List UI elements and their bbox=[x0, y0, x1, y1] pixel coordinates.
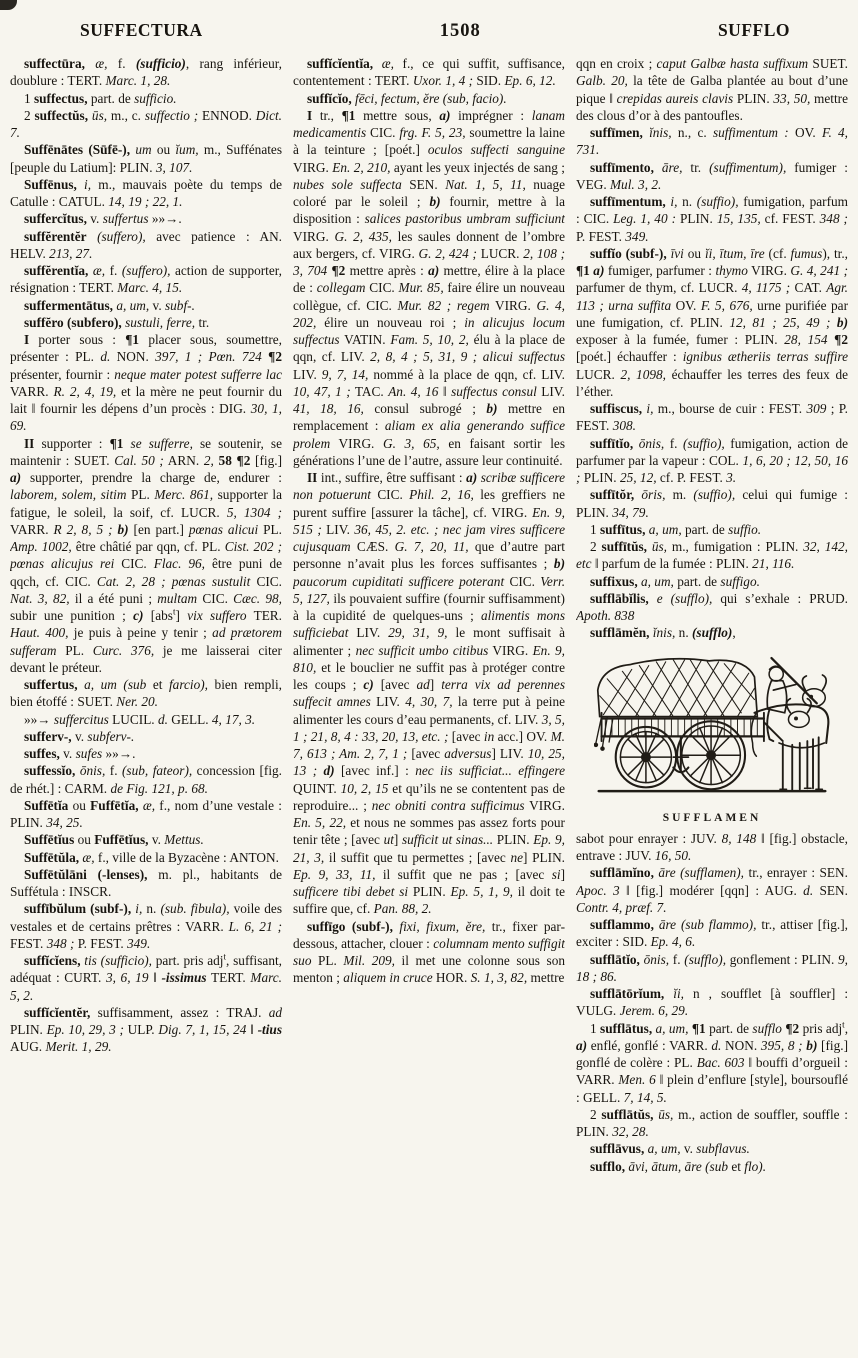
entry-suffetia: Suffētĭa ou Fuffētĭa, æ, f., nom d’une vestale : PLIN. 34, 25. bbox=[10, 797, 282, 830]
header-left-word: SUFFECTURA bbox=[80, 20, 203, 40]
entry-suffectus-2: 2 suffectŭs, ūs, m., c. suffectio ; ENNOD. Dict. 7. bbox=[10, 107, 282, 140]
entry-suffercitus: suffercĭtus, v. suffertus »»→. bbox=[24, 211, 182, 227]
entry-suffitio: suffītĭo, ōnis, f. (suffio), fumigation, action de parfumer par la vapeur : COL. 1, 6, 20 ; 12, 50, 16 ; PLIN. 25, 12, cf. P. FEST. 3. bbox=[576, 435, 848, 485]
suffero-sense-II: II supporter : ¶1 se sufferre, se soutenir, se maintenir : SUET. Cal. 50 ; ARN. 2, 58 ¶2 [fig.] a) supporter, prendre la charge de, endurer : laborem, solem, sitim PL. Merc. 861, supporter la fatigue, le soleil, la soif, cf. LUCR. 5, 1304 ; VARR. R 2, 8, 5 ; b) [en part.] pœnas alicui PL. Amp. 1002, être châtié par qqn, cf. PL. Cist. 202 ; pœnas alicujus rei CIC. Flac. 96, être puni de qqch, cf. CIC. Cat. 2, 28 ; pœnas sustulit CIC. Nat. 3, 82, il a été puni ; multam CIC. Cæc. 98, subir une punition ; c) [abs$^t$] vix suffero TER. Haut. 400, je puis à peine y tenir ; ad prætorem sufferam PL. Curc. 376, je me laisserai citer devant le préteur. bbox=[10, 435, 282, 675]
entry-suffessio: suffessĭo, ōnis, f. (sub, fateor), concession [fig. de rhét.] : CARM. de Fig. 121, p. 68. bbox=[10, 763, 282, 796]
suffigo-continuation: qqn en croix ; caput Galbæ hasta suffixum SUET. Galb. 20, la tête de Galba plantée au bout d’une pique ‖ crepidas aureis clavis PLIN. 33, 50, mettre des clous d’or à des pantoufles. bbox=[576, 56, 848, 123]
entry-sufferv: sufferv-, v. subferv-. bbox=[24, 728, 135, 744]
entry-suffectus-1: 1 suffectus, part. de sufficio. bbox=[24, 90, 177, 106]
entry-suffitus-1: 1 suffītus, a, um, part. de suffio. bbox=[590, 521, 762, 537]
sufficio-sense-II: II int., suffire, être suffisant : a) scribæ sufficere non potuerunt CIC. Phil. 2, 16, les greffiers ne purent suffire [assurer la tâche], cf. VIRG. En. 9, 515 ; LIV. 36, 45, 2. etc. ; nec jam vires sufficere cujusquam CÆS. G. 7, 20, 11, que d’autre part personne n’avait plus les forces suffisantes ; b) paucorum cupiditati sufficere poterant CIC. Verr. 5, 127, ils pouvaient suffire (fournir suffisamment) à la cupidité de quelques-uns ; alimentis mons sufficiebat LIV. 29, 31, 9, le mont suffisait à alimenter ; nec sufficit umbo citibus VIRG. En. 9, 810, et le bouclier ne suffit pas à protéger contre les coups ; c) [avec ad] terra vix ad perennes suffecit amnes LIV. 4, 30, 7, la terre put à peine alimenter les cours d’eau permanents, cf. LIV. 3, 5, 1 ; 21, 8, 4 : 33, 20, 13, etc. ; [avec in acc.] OV. M. 7, 613 ; Am. 2, 7, 1 ; [avec adversus] LIV. 10, 25, 13 ; d) [avec inf.] : nec iis sufficiat... effingere QUINT. 10, 2, 15 et qu’ils ne se contentent pas de reproduire... ; nec obniti contra sufficimus VIRG. En. 5, 22, et nous ne sommes pas assez forts pour tenir tête ; [avec ut] sufficit ut sinas... PLIN. Ep. 9, 21, 3, il suffit que tu permettes ; [avec ne] PLIN. Ep. 9, 33, 11, il suffit que ne pas ; [avec si] sufficere tibi debet si PLIN. Ep. 5, 1, 9, il doit te suffire que, cf. Pan. 88, 2. bbox=[293, 470, 565, 917]
entry-sufflavus: sufflāvus, a, um, v. subflavus. bbox=[590, 1141, 750, 1157]
column-3 bbox=[576, 55, 848, 1355]
figure-caption: SUFFLAMEN bbox=[662, 811, 762, 824]
entry-sufflatus-1: 1 sufflātus, a, um, ¶1 part. de sufflo ¶2 pris adj$^t$, a) enflé, gonflé : VARR. d. NON. 395, 8 ; b) [fig.] gonflé de colère : PL. Bac. 603 ‖ bouffi d’orgueil : VARR. Men. 6 ‖ plein d’enflure [style], boursouflé : GELL. 7, 14, 5. bbox=[576, 1019, 848, 1105]
entry-suffibulum: suffībŭlum (subf-), i, n. (sub. fibula), voile des vestales et de certains prêtres : VARR. L. 6, 21 ; FEST. 348 ; P. FEST. 349. bbox=[10, 901, 282, 951]
entry-sufferentia: suffĕrentĭa, æ, f. (suffero), action de supporter, résignation : TERT. Marc. 4, 15. bbox=[10, 263, 282, 296]
entry-suffetius: Suffētĭus ou Fuffētĭus, v. Mettus. bbox=[24, 832, 204, 848]
entry-suffenates: Suffēnātes (Sūfē-), um ou ĭum, m., Suffénates [peuple du Latium]: PLIN. 3, 107. bbox=[10, 142, 282, 175]
entry-suffitor: suffītŏr, ōris, m. (suffio), celui qui fumige : PLIN. 34, 79. bbox=[576, 487, 848, 520]
page-header bbox=[0, 0, 858, 46]
entry-suffimentum: suffīmentum, i, n. (suffio), fumigation, parfum : CIC. Leg. 1, 40 : PLIN. 15, 135, cf. FEST. 348 ; P. FEST. 349. bbox=[576, 194, 848, 244]
entry-sufflamino: sufflāmĭno, āre (sufflamen), tr., enrayer : SEN. Apoc. 3 ‖ [fig.] modérer [qqn] : AUG. d. SEN. Contr. 4, præf. 7. bbox=[576, 865, 848, 915]
entry-sufflo: sufflo, āvi, ātum, āre (sub et flo). bbox=[590, 1158, 767, 1174]
entry-suffermentatus: suffermentātus, a, um, v. subf-. bbox=[24, 297, 195, 313]
header-right-word: SUFFLO bbox=[717, 20, 790, 40]
sufflamen-figure bbox=[576, 647, 848, 827]
entry-sufflammo: sufflammo, āre (sub flammo), tr., attiser [fig.], exciter : SID. Ep. 4, 6. bbox=[576, 917, 848, 950]
entry-sufficientia: suffĭcĭentĭa, æ, f., ce qui suffit, suffisance, contentement : TERT. Uxor. 1, 4 ; SID. Ep. 6, 12. bbox=[293, 56, 565, 89]
entry-suffiscus: suffiscus, i, m., bourse de cuir : FEST. 309 ; P. FEST. 308. bbox=[576, 401, 848, 434]
entry-suffero: suffĕro (subfero), sustuli, ferre, tr. bbox=[24, 314, 210, 330]
column-2 bbox=[293, 55, 565, 1355]
entry-suffes: suffes, v. sufes »»→. bbox=[24, 746, 136, 761]
entry-suffetula: Suffētŭla, æ, f., ville de la Byzacène : ANTON. bbox=[24, 849, 279, 865]
entry-suffio: suffĭo (subf-), īvi ou ĭi, ītum, īre (cf. fumus), tr., ¶1 a) fumiger, parfumer : thymo VIRG. G. 4, 241 ; parfumer de thym, cf. LUCR. 4, 1175 ; CAT. Agr. 113 ; urna suffita OV. F. 5, 676, urne purifiée par une fumigation, cf. PLIN. 12, 81 ; 25, 49 ; b) exposer à la fumée, fumer : PLIN. 28, 154 ¶2 [poét.] échauffer : ignibus ætheriis terras suffire LUCR. 2, 1098, échauffer les terres des feux de l’éther. bbox=[576, 245, 848, 399]
entry-sufflatorium: sufflātōrĭum, ĭi, n , soufflet [à souffler] : VULG. Jerem. 6, 29. bbox=[576, 986, 848, 1019]
entry-suffertus: suffertus, a, um (sub et farcio), bien rempli, bien étoffé : SUET. Ner. 20. bbox=[10, 677, 282, 710]
entry-sufflatio: sufflātĭo, ōnis, f. (sufflo), gonflement : PLIN. 9, 18 ; 86. bbox=[576, 951, 848, 984]
entry-suffectura: suffectūra, æ, f. (sufficio), rang inférieur, doublure : TERT. Marc. 1, 28. bbox=[10, 56, 282, 89]
entry-suffigo: suffīgo (subf-), fixi, fixum, ĕre, tr., fixer par-dessous, attacher, clouer : columnam mento suffigit suo PL. Mil. 209, il met une colonne sous son menton ; aliquem in cruce HOR. S. 1, 3, 82, mettre bbox=[293, 918, 565, 986]
sufflamen-continuation: sabot pour enrayer : JUV. 8, 148 ‖ [fig.] obstacle, entrave : JUV. 16, 50. bbox=[576, 830, 848, 863]
entry-suffenus: Suffēnus, i, m., mauvais poète du temps de Catulle : CATUL. 14, 19 ; 22, 1. bbox=[10, 176, 282, 209]
entry-sufflabilis: sufflābĭlis, e (sufflo), qui s’exhale : PRUD. Apoth. 838 bbox=[576, 590, 848, 623]
entry-suffitus-2: 2 suffītŭs, ūs, m., fumigation : PLIN. 32, 142, etc ‖ parfum de la fumée : PLIN. 21, 116. bbox=[576, 539, 848, 572]
entry-sufflatus-2: 2 sufflātŭs, ūs, m., action de souffler, souffle : PLIN. 32, 28. bbox=[576, 1106, 848, 1139]
column-1 bbox=[10, 55, 282, 1355]
oxcart-illustration bbox=[594, 647, 830, 805]
entry-sufficiens: suffĭcĭens, tis (sufficio), part. pris adj$^t$, suffisant, adéquat : CURT. 3, 6, 19 ‖ -issimus TERT. Marc. 5, 2. bbox=[10, 951, 282, 1003]
entry-sufficienter: suffĭcĭentĕr, suffisamment, assez : TRAJ. ad PLIN. Ep. 10, 29, 3 ; ULP. Dig. 7, 1, 15, 24 ‖ -tius AUG. Merit. 1, 29. bbox=[10, 1004, 282, 1055]
suffercitus-note: »»→ suffercitus LUCIL. d. GELL. 4, 17, 3. bbox=[24, 711, 256, 727]
suffero-sense-I: I porter sous : ¶1 placer sous, soumettre, présenter : PL. d. NON. 397, 1 ; Pœn. 724 ¶2 présenter, fournir : neque mater potest sufferre lac VARR. R. 2, 4, 19, et la mère ne peut fournir du lait ‖ fournir les dépens d’un procès : DIG. 30, 1, 69. bbox=[10, 332, 282, 434]
entry-sufficio: suffĭcĭo, fēci, fectum, ĕre (sub, facio). bbox=[307, 90, 507, 106]
entry-suffimen: suffīmen, ĭnis, n., c. suffimentum : OV. F. 4, 731. bbox=[576, 125, 848, 158]
entry-suffetulani: Suffētŭlāni (-lenses), m. pl., habitants de Suffétula : INSCR. bbox=[10, 866, 282, 899]
entry-suffixus: suffixus, a, um, part. de suffigo. bbox=[590, 573, 760, 589]
page-number: 1508 bbox=[439, 21, 481, 41]
entry-sufflamen: sufflāmĕn, ĭnis, n. (sufflo), bbox=[590, 625, 736, 641]
entry-sufferenter: suffĕrentĕr (suffero), avec patience : AN. HELV. 213, 27. bbox=[10, 228, 282, 261]
text-columns bbox=[0, 46, 858, 1355]
entry-suffimento: suffīmento, āre, tr. (suffimentum), fumiger : VEG. Mul. 3, 2. bbox=[576, 159, 848, 192]
sufficio-sense-I: I tr., ¶1 mettre sous, a) imprégner : lanam medicamentis CIC. frg. F. 5, 23, soumettre la laine à la teinture ; [poét.] oculos suffecti sanguine VIRG. En. 2, 210, ayant les yeux injectés de sang ; nubes sole suffecta SEN. Nat. 1, 5, 11, nuage coloré par le soleil ; b) fournir, mettre à la disposition : salices pastoribus umbram sufficiunt VIRG. G. 2, 435, les saules donnent de l’ombre aux bergers, cf. VIRG. G. 2, 424 ; LUCR. 2, 108 ; 3, 704 ¶2 mettre après : a) mettre, élire à la place de : collegam CIC. Mur. 85, faire élire un nouveau collègue, cf. CIC. Mur. 82 ; regem VIRG. G. 4, 202, élire un nouveau roi ; in alicujus locum suffectus VATIN. Fam. 5, 10, 2, élu à la place de qqn, cf. LIV. 2, 8, 4 ; 5, 31, 9 ; alicui suffectus LIV. 9, 7, 14, nommé à la place de qqn, cf. LIV. 10, 47, 1 ; TAC. An. 4, 16 ‖ suffectus consul LIV. 41, 18, 16, consul subrogé ; b) mettre en remplacement : aliam ex alia generando suffice prolem VIRG. G. 3, 65, en faisant sortir les générations l’une de l’autre, assure leur continuité. bbox=[293, 107, 565, 468]
